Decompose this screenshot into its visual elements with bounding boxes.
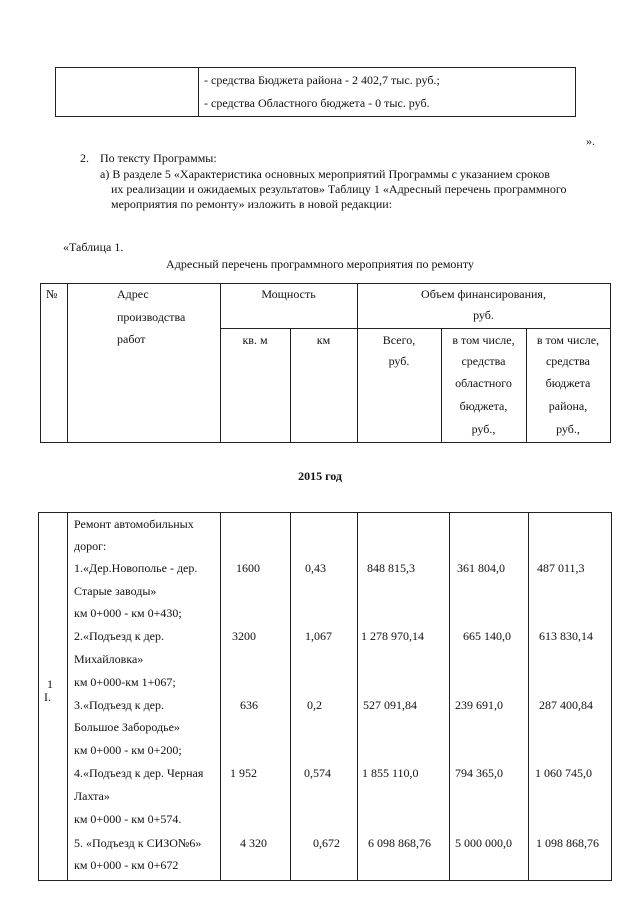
header-address-2: производства [117,310,186,324]
intro-line-2: дорог: [74,539,107,553]
item-sub-line-3: мероприятия по ремонту» изложить в новой редакции: [111,197,393,211]
road-name-line-2: км 0+000 - км 0+672 [74,858,179,872]
item-sub-line-1: а) В разделе 5 «Характеристика основных мероприятий Программы с указанием сроков [100,167,550,181]
header-regional-5: руб., [471,422,496,436]
budget-district-line: - средства Бюджета района - 2 402,7 тыс. руб.; [204,73,440,87]
header-funding-2: руб. [473,308,494,322]
header-num: № [46,287,58,301]
road-sq-m: 636 [240,698,258,712]
road-district: 1 098 868,76 [536,836,599,850]
intro-line-1: Ремонт автомобильных [74,517,194,531]
road-name-line-1: 2.«Подъезд к дер. [74,629,164,643]
road-regional: 665 140,0 [463,629,511,643]
road-name-line-1: 5. «Подъезд к СИЗО№6» [74,836,202,850]
road-regional: 794 365,0 [455,766,503,780]
road-total: 1 278 970,14 [361,629,424,643]
header-district-1: в том числе, [536,333,600,347]
header-regional-2: средства [461,354,506,368]
road-sq-m: 3200 [232,629,256,643]
road-district: 287 400,84 [539,698,593,712]
header-district-5: руб., [556,422,580,436]
road-district: 1 060 745,0 [535,766,592,780]
road-total: 1 855 110,0 [362,766,419,780]
item-number: 2. [80,151,89,165]
road-km: 1,067 [305,629,332,643]
header-total-1: Всего, [382,333,416,347]
road-sq-m: 1600 [236,561,260,575]
item-title: По тексту Программы: [100,151,217,165]
road-total: 848 815,3 [367,561,415,575]
header-total-2: руб. [388,354,410,368]
road-regional: 239 691,0 [455,698,503,712]
road-name-line-3: км 0+000 - км 0+200; [74,743,182,757]
road-km: 0,2 [307,698,322,712]
header-regional-4: бюджета, [459,399,508,413]
header-power: Мощность [261,287,316,301]
header-district-3: бюджета [545,376,591,390]
road-km: 0,574 [304,766,331,780]
road-name-line-1: 1.«Дер.Новополье - дер. [74,561,198,575]
header-funding-1: Объем финансирования, [421,287,546,301]
road-name-line-3: км 0+000-км 1+067; [74,675,176,689]
header-regional-1: в том числе, [452,333,515,347]
budget-regional-line: - средства Областного бюджета - 0 тыс. руб. [204,96,430,110]
table-label: «Таблица 1. [63,240,124,254]
road-sq-m: 1 952 [230,766,257,780]
road-km: 0,672 [313,836,340,850]
year-label: 2015 год [298,469,342,483]
road-name-line-2: Лахта» [74,789,110,803]
road-district: 613 830,14 [539,629,593,643]
road-name-line-3: км 0+000 - км 0+430; [74,606,182,620]
header-km: км [316,333,331,347]
row-number-top: 1 [47,677,53,691]
road-name-line-2: Михайловка» [74,652,144,666]
header-district-4: района, [548,399,588,413]
road-total: 527 091,84 [363,698,417,712]
header-sq-m: кв. м [242,333,268,347]
header-address-1: Адрес [117,287,149,301]
road-name-line-3: км 0+000 - км 0+574. [74,812,182,826]
road-name-line-2: Старые заводы» [74,584,157,598]
road-name-line-1: 3.«Подъезд к дер. [74,698,164,712]
road-regional: 5 000 000,0 [455,836,512,850]
road-name-line-1: 4.«Подъезд к дер. Черная [74,766,204,780]
header-district-2: средства [545,354,590,368]
closing-quote: ». [586,134,595,148]
header-regional-3: областного [455,376,512,390]
road-sq-m: 4 320 [240,836,267,850]
road-km: 0,43 [305,561,326,575]
table-title: Адресный перечень программного мероприятия по ремонту [166,257,474,271]
road-total: 6 098 868,76 [368,836,431,850]
row-number-roman: I. [44,690,51,704]
header-address-3: работ [117,332,146,346]
item-sub-line-2: их реализации и ожидаемых результатов» Таблицу 1 «Адресный перечень программного [111,182,567,196]
road-district: 487 011,3 [537,561,585,575]
road-name-line-2: Большое Забородье» [74,720,180,734]
road-regional: 361 804,0 [457,561,505,575]
